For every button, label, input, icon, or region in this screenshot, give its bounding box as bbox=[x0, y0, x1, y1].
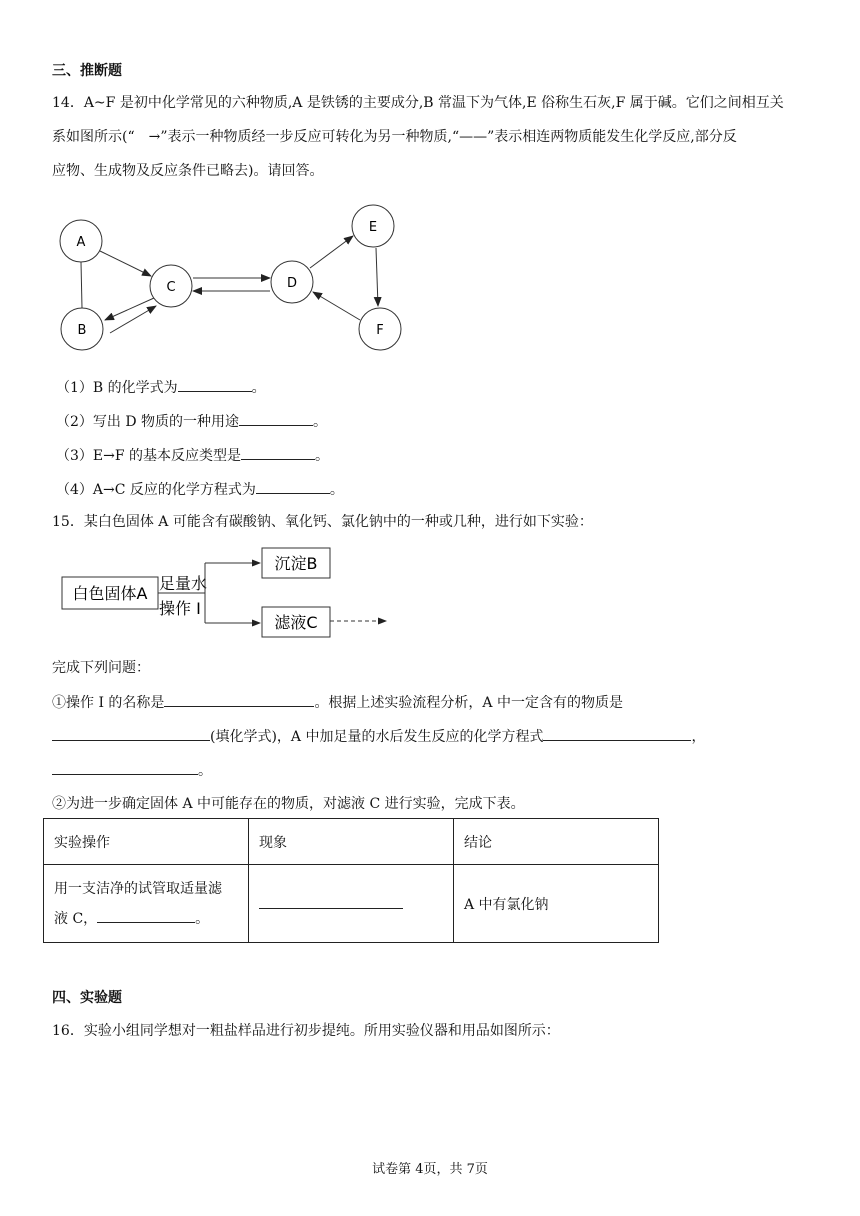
table-header-row bbox=[44, 819, 659, 865]
operation-text-2: 液 C， 。 bbox=[54, 904, 238, 934]
answer-blank[interactable] bbox=[178, 377, 252, 392]
section-title: 三、推断题 bbox=[52, 63, 122, 79]
table-cell-operation bbox=[44, 865, 249, 943]
question-15-line-1: 15．某白色固体 A 可能含有碳酸钠、氧化钙、氯化钠中的一种或几种，进行如下实验： bbox=[52, 514, 593, 530]
node-c-label: C bbox=[166, 280, 176, 295]
answer-blank[interactable] bbox=[241, 445, 315, 460]
start-label: 白色固体A bbox=[72, 584, 148, 603]
page-footer: 试卷第 4页，共 7页 bbox=[372, 1162, 488, 1177]
table-row bbox=[44, 865, 659, 943]
op-bottom-label: 操作 I bbox=[159, 599, 201, 618]
flow-diagram bbox=[60, 543, 400, 643]
node-e-label: E bbox=[368, 220, 378, 235]
answer-blank[interactable] bbox=[256, 479, 330, 494]
arrow-a-to-c bbox=[100, 251, 151, 276]
answer-blank[interactable] bbox=[52, 726, 210, 741]
experiment-table bbox=[43, 818, 659, 943]
node-f-label: F bbox=[376, 323, 384, 338]
operation-text-1: 用一支洁净的试管取适量滤 bbox=[54, 880, 222, 897]
arrow-b-to-c bbox=[110, 306, 156, 333]
q15-part1-line1: ①操作 I 的名称是 。根据上述实验流程分析，A 中一定含有的物质是 bbox=[52, 692, 623, 713]
question-14-line-3: 应物、生成物及反应条件已略去)。请回答。 bbox=[52, 163, 324, 179]
node-b-label: B bbox=[77, 323, 87, 338]
complete-prompt: 完成下列问题： bbox=[52, 660, 150, 676]
node-a-label: A bbox=[76, 235, 86, 250]
answer-blank[interactable] bbox=[259, 894, 403, 909]
section-title: 四、实验题 bbox=[52, 990, 122, 1006]
q14-sub-3: （3）E→F 的基本反应类型是 。 bbox=[56, 445, 329, 466]
table-header: 实验操作 bbox=[44, 819, 249, 865]
q14-sub-1: （1）B 的化学式为 。 bbox=[56, 377, 266, 398]
arrow-c-to-b bbox=[105, 298, 154, 320]
q15-part1-line3: 。 bbox=[52, 760, 212, 781]
question-14-line-2: 系如图所示(“ →”表示一种物质经一步反应可转化为另一种物质,“——”表示相连两物质能发生化学反应,部分反 bbox=[52, 129, 737, 145]
answer-blank[interactable] bbox=[164, 692, 314, 707]
q14-sub-2: （2）写出 D 物质的一种用途 。 bbox=[56, 411, 327, 432]
question-16-line-1: 16．实验小组同学想对一粗盐样品进行初步提纯。所用实验仪器和用品如图所示： bbox=[52, 1023, 560, 1039]
node-d-label: D bbox=[286, 276, 298, 291]
op-top-label: 足量水 bbox=[159, 574, 208, 593]
answer-blank[interactable] bbox=[239, 411, 313, 426]
reaction-diagram bbox=[50, 198, 410, 358]
edge-a-b bbox=[81, 262, 82, 308]
q15-part1-line2: (填化学式)，A 中加足量的水后发生反应的化学方程式 ， bbox=[52, 726, 705, 747]
q15-part2-line: ②为进一步确定固体 A 中可能存在的物质，对滤液 C 进行实验，完成下表。 bbox=[52, 796, 525, 812]
precipitate-label: 沉淀B bbox=[274, 554, 318, 573]
q14-sub-4: （4）A→C 反应的化学方程式为 。 bbox=[56, 479, 344, 500]
table-cell-conclusion: A 中有氯化钠 bbox=[454, 865, 659, 943]
arrow-d-to-e bbox=[310, 236, 353, 268]
table-header: 结论 bbox=[454, 819, 659, 865]
table-header: 现象 bbox=[249, 819, 454, 865]
arrow-f-to-d bbox=[313, 292, 360, 320]
arrow-e-to-f bbox=[376, 248, 378, 306]
question-14-line-1: 14．A~F 是初中化学常见的六种物质,A 是铁锈的主要成分,B 常温下为气体,E 俗称生石灰,F 属于碱。它们之间相互关 bbox=[52, 95, 784, 111]
answer-blank[interactable] bbox=[97, 908, 195, 923]
answer-blank[interactable] bbox=[52, 760, 198, 775]
table-cell-phenomenon bbox=[249, 865, 454, 943]
filtrate-label: 滤液C bbox=[274, 613, 318, 632]
answer-blank[interactable] bbox=[543, 726, 691, 741]
